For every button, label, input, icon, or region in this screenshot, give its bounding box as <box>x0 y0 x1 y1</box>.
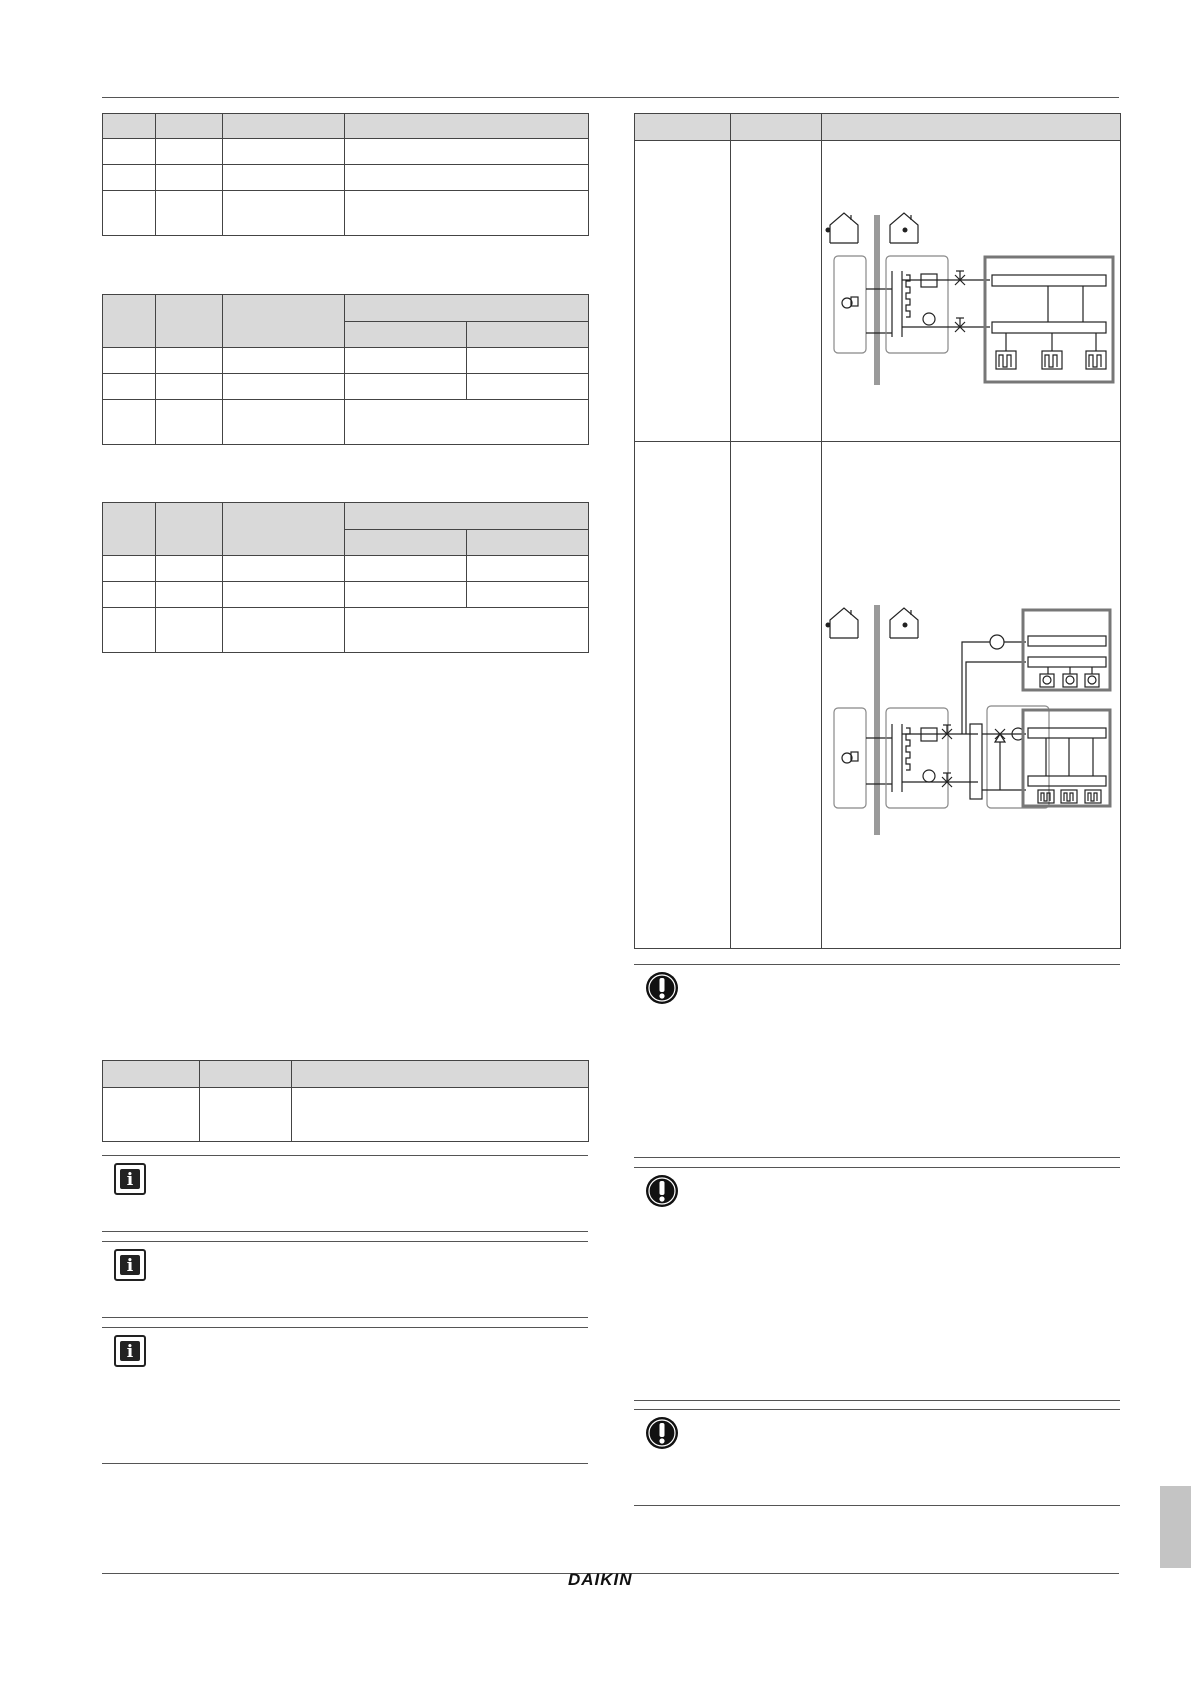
manifold-return <box>992 322 1106 333</box>
table-4 <box>102 1060 589 1142</box>
fan-icon <box>842 752 858 763</box>
info-note-1-top-rule <box>102 1155 588 1156</box>
table-row <box>103 582 589 608</box>
balance-tank <box>970 724 982 799</box>
table-row <box>103 1088 589 1142</box>
underfloor-loop-icon <box>1086 351 1106 369</box>
valve-icon <box>942 773 952 787</box>
table-header-row <box>103 1061 589 1088</box>
pump-icon <box>923 313 935 325</box>
heat-exchanger <box>892 271 902 337</box>
table-row <box>103 139 589 165</box>
indoor-dot-icon <box>903 623 908 628</box>
warning-icon <box>645 1174 679 1208</box>
table-header-row <box>103 295 589 322</box>
daikin-logo: DAIKIN <box>568 1570 633 1589</box>
outdoor-house-icon <box>830 213 858 243</box>
info-note-1-bottom-rule <box>102 1231 588 1232</box>
warning-note-1-bottom-rule <box>634 1157 1120 1158</box>
pump-icon <box>990 635 1004 649</box>
info-note-3-top-rule <box>102 1327 588 1328</box>
mixing-station <box>987 706 1049 808</box>
indoor-dot-icon <box>903 228 908 233</box>
warning-note-1-top-rule <box>634 964 1120 965</box>
manifold-return <box>1028 776 1106 786</box>
table-2 <box>102 294 589 445</box>
indoor-unit <box>886 708 948 808</box>
table-row <box>103 165 589 191</box>
underfloor-zone <box>1023 710 1110 806</box>
valve-icon <box>955 271 965 285</box>
diagram-two-zone-system <box>820 600 1120 840</box>
table-row <box>103 374 589 400</box>
indoor-unit <box>886 256 948 353</box>
warning-note-2-top-rule <box>634 1167 1120 1168</box>
wall-divider <box>874 215 880 385</box>
warning-note-3-top-rule <box>634 1409 1120 1410</box>
table-row <box>103 608 589 653</box>
outdoor-dot-icon <box>826 623 831 628</box>
info-note-3-bottom-rule <box>102 1463 588 1464</box>
warning-note-3-bottom-rule <box>634 1505 1120 1506</box>
table-row <box>103 191 589 236</box>
table-3 <box>102 502 589 653</box>
manifold-return <box>1028 657 1106 667</box>
valve-icon <box>955 318 965 332</box>
outdoor-unit <box>834 256 866 353</box>
outdoor-house-icon <box>830 608 858 638</box>
info-icon: i <box>114 1335 146 1367</box>
outdoor-dot-icon <box>826 228 831 233</box>
underfloor-loop-icon <box>1042 351 1062 369</box>
chapter-side-tab <box>1160 1486 1191 1568</box>
info-icon: i <box>114 1249 146 1281</box>
fan-coil-icon <box>1040 674 1054 687</box>
manifold-supply <box>1028 728 1106 738</box>
underfloor-loop-icon <box>1061 790 1077 803</box>
fan-coil-icon <box>1085 674 1099 687</box>
table-1 <box>102 113 589 236</box>
three-way-valve-icon <box>995 729 1005 742</box>
table-header-row <box>635 114 1121 141</box>
table-row <box>103 348 589 374</box>
underfloor-loop-icon <box>1038 790 1054 803</box>
table-row <box>103 556 589 582</box>
fan-icon <box>842 297 858 308</box>
warning-note-2-bottom-rule <box>634 1400 1120 1401</box>
underfloor-loop-icon <box>996 351 1016 369</box>
pump-icon <box>923 770 935 782</box>
info-note-2-top-rule <box>102 1241 588 1242</box>
warning-icon <box>645 1416 679 1450</box>
manifold-supply <box>992 275 1106 286</box>
table-header-row <box>103 114 589 139</box>
manifold-supply <box>1028 636 1106 646</box>
table-row <box>103 400 589 445</box>
header-rule <box>102 97 1119 98</box>
underfloor-loop-icon <box>1085 790 1101 803</box>
info-note-2-bottom-rule <box>102 1317 588 1318</box>
outdoor-unit <box>834 708 866 808</box>
warning-icon <box>645 971 679 1005</box>
heat-exchanger <box>892 724 902 792</box>
valve-icon <box>942 725 952 739</box>
coil-icon <box>906 275 910 317</box>
diagram-underfloor-heating <box>820 205 1120 390</box>
info-icon: i <box>114 1163 146 1195</box>
wall-divider <box>874 605 880 835</box>
table-header-row <box>103 503 589 530</box>
fan-coil-icon <box>1063 674 1077 687</box>
